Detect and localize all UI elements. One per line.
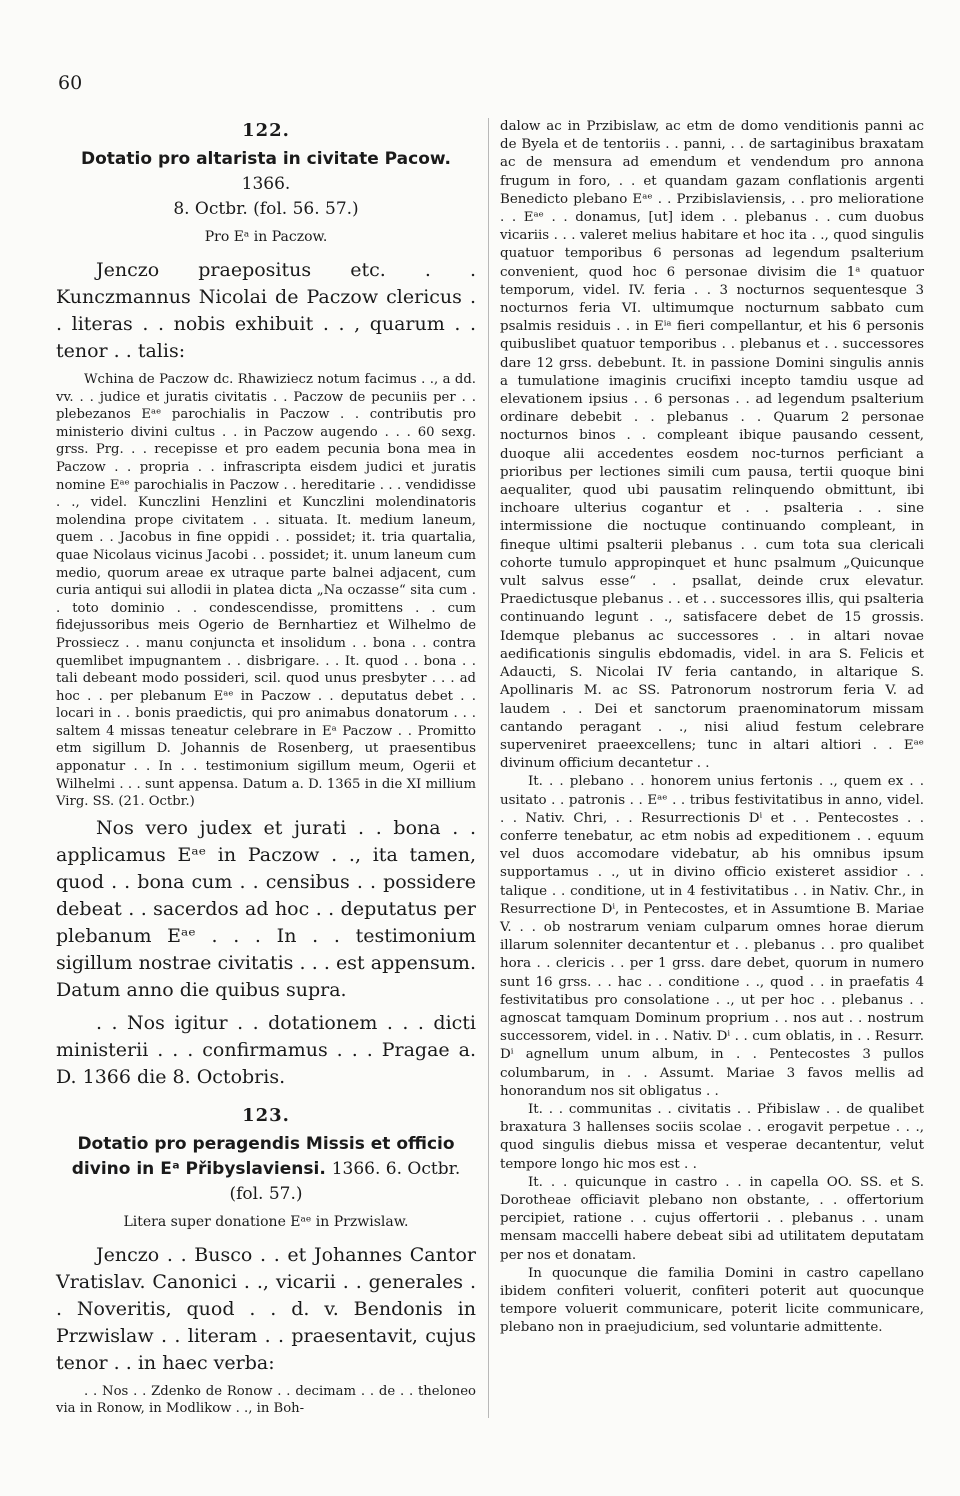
document-intro: Jenczo praepositus etc. . . Kunczmannus Nicolai de Paczow clericus . . literas . . nobis exhibuit . . , quarum . . tenor . . talis:: [56, 259, 476, 362]
body-paragraph: dalow ac in Przibislaw, ac etm de domo venditionis panni ac de Byela et de tentoriis . . panni, . . de sartaginibus braxatam ac de mensura ad emendum et vendendum pro annona frugum in foro, . . et quandam gazam conflationis argenti Benedicto plebano Eᵃᵉ . . Przibislaviensis, . . pro melioratione . . Eᵃᵉ . . donamus, [ut] idem . . plebanus . . cum duobus vicariis . . . valeret melius habitare et hoc ita . ., quod singulis quatuor temporibus 6 personas ad legendum psalterium convenient, quod hoc 6 personae divisim die 1ᵃ quatuor temporum, videl. IV. feria . . 3 nocturnos sequentesque 3 nocturnos feria VI. ultimumque nocturnum sabbato cum psalmis residuis . . in Eⁱᵃ fieri compellantur, et his 6 personis quibuslibet quatuor temporibus . . plebanus et . . successores dare 12 grss. debebunt. It. in passione Domini singulis annis a tumulatione imaginis crucifixi incepto tamdiu usque ad elevationem ipsius . . 6 personas . . ad legendum psalterium ordinare debebit . . plebanus . . Quarum 2 personae nocturnos binos . . compleant ibique pausando cessent, duoque alii accedentes eosdem noc-turnos perficiant a prioribus per lectiones simili cum pausa, tertii quoque bini aequaliter, quod ubi pausatim relinquendo obmittunt, ibi inchoare ulterius cogantur et . . psalteria . . sine intermissione die noctuque continuando compleant, in fineque ultimi psalterii plebanus . . cum tota sua clericali cohorte tumulo appropinquet et hunc psalmum „Quicunque vult salvus esse“ . . psallat, deinde crux elevatur. Praedictusque plebanus . . et . . successores illis, qui psalteria continuando legunt . ., satisfacere debet de 15 grossis. Idemque plebanus ac successores . . in altari novae aedificationis singulis ebdomadis, videl. in ara S. Felicis et Adaucti, S. Nicolai IV feria cantando, in altarique S. Apollinaris M. ac SS. Patronorum nostrorum feria V. ad laudem . . Dei et sanctorum praenominatorum missam cantando peragant . ., nisi aliud festum celebrare superveniret praeexcellens; tunc in altari altiori . . Eᵃᵉ divinum officium decantetur . .: [500, 119, 924, 772]
document-123: [56, 1105, 476, 1418]
body-paragraph: In quocunque die familia Domini in castro capellano ibidem confiteri voluerit, confiteri poterit aut quocunque tempore voluerit communicare, poterit licite communicare, plebano non in praejudicium, sed voluntarie admittente.: [500, 1265, 924, 1336]
body-paragraph: It. . . plebano . . honorem unius fertonis . ., quem ex . . usitato . . patronis . . Eᵃᵉ . . tribus festivitatibus in anno, videl. . . Nativ. Chri, . . Resurrectionis Dⁱ et . . Pentecostes . . conferre tenebatur, ac etm nobis ad expeditionem . . equum vel duos accomodare videbatur, ab his omnibus ipsum supportamus . ., ut in divino officio existeret assidior . . talique . . conditione, ut in 4 festivitatibus . . in Nativ. Chr., in Resurrectione Dⁱ, in Pentecostes, et in Assumtione B. Mariae V. . . ob nostrarum veniam culparum omnes horae dierum illarum solenniter decantentur et . . plebanus . . pro qualibet hora . . clericis . . per 1 grss. dare debet, quorum in numero sunt 16 grss. . . hac . . conditione . ., quod . . in praefatis 4 festivitatibus pro consolatione . ., ut per hoc . . plebanus . . agnoscat tamquam Dominum proprium . . nos aut . . nostrum successorem, videl. in . . Nativ. Dⁱ . . cum oblatis, in . . Resurr. Dⁱ agnellum unum album, in . . Pentecostes 3 pullos columbarum, in . . Assumt. Mariae 3 favos mellis ad honorandum nos sit obligatus . .: [500, 774, 924, 1099]
document-title-text: Dotatio pro altarista in civitate Pacow.: [81, 149, 451, 169]
document-date: 8. Octbr. (fol. 56. 57.): [173, 199, 359, 219]
document-number: 123.: [242, 1104, 290, 1126]
document-title: [56, 147, 476, 197]
page-number: 60: [58, 72, 83, 94]
body-paragraph: It. . . quicunque in castro . . in capella OO. SS. et S. Dorotheae officiavit plebano non obstante, . . offertorium percipiet, ratione . . cujus offertorii . . plebanus . . unam mensam maccelli habere debeat sibi ad utilitatem deputatam per nos et donatam.: [500, 1174, 924, 1263]
body-paragraph: It. . . communitas . . civitatis . . Přibislaw . . de qualibet braxatura 3 hallenses sociis scolae . . erogavit perpetue . . ., quod singulis diebus missa et vesperae decantentur, velut tempore longo hic mos est . .: [500, 1101, 924, 1172]
document-folio: (fol. 57.): [229, 1183, 303, 1204]
document-intro: Jenczo . . Busco . . et Johannes Cantor Vratislav. Canonici . ., vicarii . . generales . . Noveritis, quod . . d. v. Bendonis in Przwislaw . . literam . . praesentavit, cujus tenor . . in haec verba:: [56, 1243, 476, 1374]
right-column: [500, 118, 924, 1338]
document-date-inline: 1366. 6. Octbr.: [331, 1158, 461, 1179]
document-title: [56, 1132, 476, 1182]
document-title-text: Dotatio pro peragendis Missis et officio divino in Eᵃ Přibyslaviensi.: [71, 1133, 455, 1179]
column-divider: [488, 118, 489, 1418]
confirmation-paragraph: Nos vero judex et jurati . . bona . . applicamus Eᵃᵉ in Paczow . ., ita tamen, quod . . bona cum . . censibus . . possidere debeat . . sacerdos ad hoc . . deputatus per plebanum Eᵃᵉ . . . In . . testimonium sigillum nostrae civitatis . . . est appensum. Datum anno die quibus supra.: [56, 816, 476, 1001]
document-heading: Pro Eᵃ in Paczow.: [204, 229, 328, 245]
document-heading: Litera super donatione Eᵃᵉ in Przwislaw.: [123, 1213, 409, 1230]
confirmation-closing: . . Nos igitur . . dotationem . . . dicti ministerii . . . confirmamus . . . Pragae a. D. 1366 die 8. Octobris.: [56, 1011, 476, 1088]
document-year: 1366.: [241, 174, 291, 194]
inserted-charter-start: . . Nos . . Zdenko de Ronow . . decimam . . de . . theloneo via in Ronow, in Modlikow . ., in Boh-: [56, 1383, 476, 1417]
inserted-charter: Wchina de Paczow dc. Rhawiziecz notum facimus . ., a dd. vv. . . judice et juratis civitatis . . Paczow de pecuniis per . . plebezanos Eᵃᵉ parochialis in Paczow . . contributis pro ministerio divini cultus . . in Paczow augendo . . . 60 sexg. grss. Prg. . . recepisse et pro eadem pecunia bona mea in Paczow . . propria . . infrascripta eisdem judici et juratis nomine Eᵃᵉ parochialis in Paczow . . hereditarie . . . vendidisse . ., videl. Kunczlini Henzlini et Kunczlini molendinatoris molendina prope civitatem . . situata. It. medium laneum, quem . . Jacobus in fine oppidi . . possidet; it. tria quartalia, quae Nicolaus vicinus Jacobi . . possidet; it. unum laneum cum medio, quorum areae ex utraque parte balnei adjacent, cum curia antiqui sui allodii in platea dicta „Na oczasse“ sita cum . . toto dominio . . condescendisse, promittens . . cum fidejussoribus meis Ogerio de Bernhartiez et Wilhelmo de Prossiecz . . manu conjuncta et insolidum . . bona . . contra quemlibet impugnantem . . disbrigare. . . It. quod . . bona . . tali debeant modo possideri, scil. quod unus presbyter . . . ad hoc . . per plebanum Eᵃᵉ in Paczow . . deputatus debet . . locari in . . bonis praedictis, qui pro animabus donatorum . . . saltem 4 missas teneatur celebrare in Eᵃ Paczow . . Promitto etm sigillum D. Johannis de Rosenberg, ut praesentibus apponatur . . In . . testimonium sigillum meum, Ogerii et Wilhelmi . . . sunt appensa. Datum a. D. 1365 in die XI millium Virg. SS. (21. Octbr.): [56, 372, 476, 810]
document-number: 122.: [242, 120, 290, 141]
left-column: [56, 118, 476, 1422]
